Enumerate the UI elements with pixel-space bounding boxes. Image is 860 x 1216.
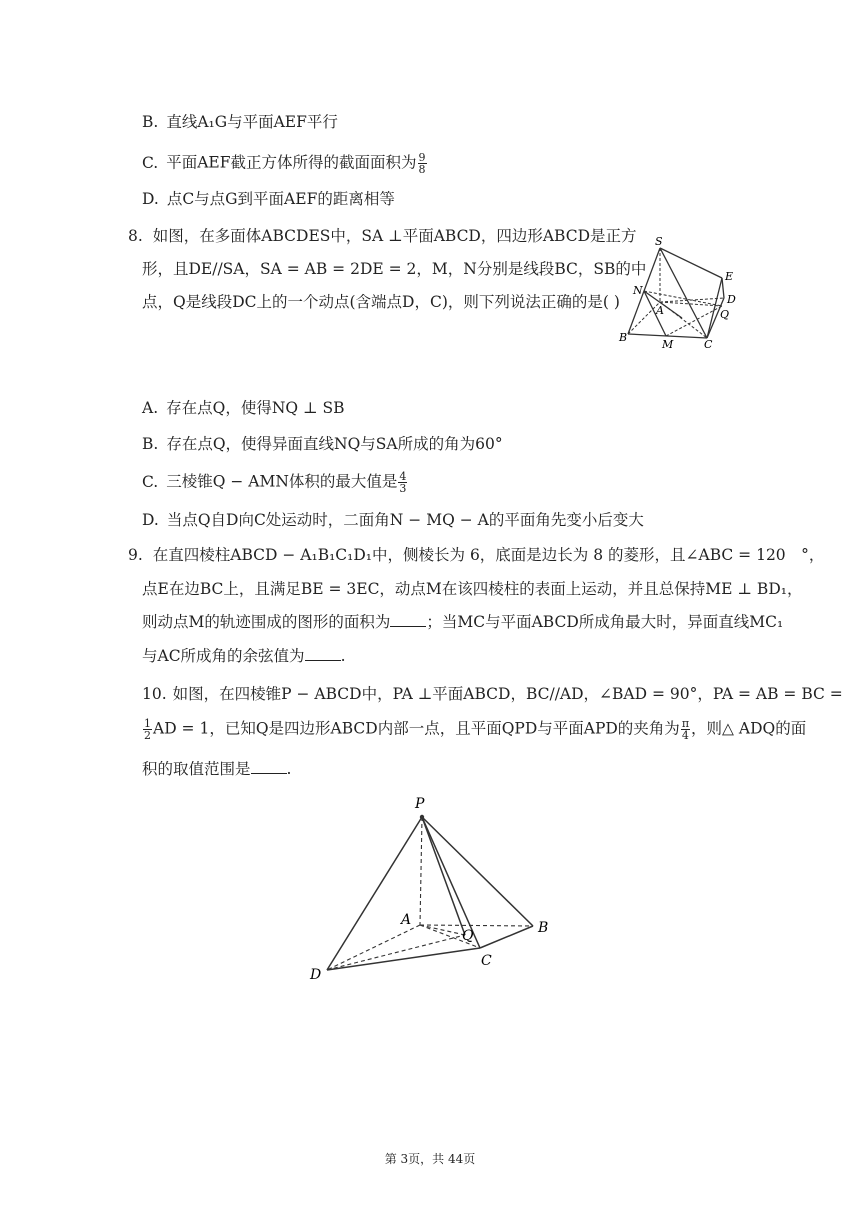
label-b: B <box>538 920 549 936</box>
label-q: Q <box>462 928 474 944</box>
page-footer: 第 3页，共 44页 <box>384 1152 476 1166</box>
fraction: $\frac{9}{8}$ <box>418 151 426 176</box>
fraction: $\frac{\pi}{4}$ <box>681 717 690 742</box>
label-a: A <box>656 304 664 317</box>
answer-blank <box>305 646 341 661</box>
q8-line2: 形，且DE//SA，SA = AB = 2DE = 2，M，N分别是线段BC，SB的中 <box>142 260 647 278</box>
label-d: D <box>310 967 322 983</box>
q9-line3: 则动点M的轨迹围成的图形的面积为 ；当MC与平面ABCD所成角最大时，异面直线MC₁ <box>142 613 784 631</box>
q7-option-b: B. 直线A₁G与平面AEF平行 <box>142 113 338 131</box>
q8-option-a: A. 存在点Q，使得NQ ⊥ SB <box>142 399 345 417</box>
q8-line3: 点，Q是线段DC上的一个动点(含端点D，C)，则下列说法正确的是( ) <box>142 293 620 311</box>
label-b: B <box>619 331 628 344</box>
q9-line2: 点E在边BC上，且满足BE = 3EC，动点M在该四棱柱的表面上运动，并且总保持ME ⊥ BD₁， <box>142 580 803 598</box>
q9-line1: 9. 在直四棱柱ABCD − A₁B₁C₁D₁中，侧棱长为 6，底面是边长为 8 的菱形，且∠ABC = 120 °， <box>128 546 825 564</box>
label-e: E <box>725 270 734 283</box>
label-p: P <box>415 796 425 812</box>
q10-line1: 10. 如图，在四棱锥P − ABCD中，PA ⊥平面ABCD，BC//AD，∠BAD = 90°，PA = AB = BC = <box>142 685 843 703</box>
fraction: $\frac{4}{3}$ <box>399 470 407 495</box>
label-q: Q <box>720 308 730 321</box>
answer-blank <box>251 759 287 774</box>
label-n: N <box>633 284 643 297</box>
label-c: C <box>704 338 713 350</box>
label-m: M <box>662 338 674 350</box>
answer-blank <box>390 612 426 627</box>
label-s: S <box>655 235 663 248</box>
q10-figure <box>300 790 560 990</box>
q9-line4: 与AC所成角的余弦值为 . <box>142 647 346 665</box>
q7-option-c: C. 平面AEF截正方体所得的截面面积为 $\frac{9}{8}$ <box>142 151 426 176</box>
label-a: A <box>401 912 412 928</box>
q8-line1: 8. 如图，在多面体ABCDES中，SA ⊥平面ABCD，四边形ABCD是正方 <box>128 227 637 245</box>
q8-option-c: C. 三棱锥Q − AMN体积的最大值是 $\frac{4}{3}$ <box>142 470 407 495</box>
label-c: C <box>481 953 492 969</box>
q8-figure <box>618 232 746 350</box>
q10-line3: 积的取值范围是 . <box>142 760 292 778</box>
fraction: $\frac{1}{2}$ <box>144 717 151 742</box>
q8-option-b: B. 存在点Q，使得异面直线NQ与SA所成的角为60° <box>142 435 503 453</box>
q8-option-d: D. 当点Q自D向C处运动时，二面角N − MQ − A的平面角先变小后变大 <box>142 511 644 529</box>
q7-option-d: D. 点C与点G到平面AEF的距离相等 <box>142 190 395 208</box>
q10-line2: $\frac{1}{2}$ AD = 1，已知Q是四边形ABCD内部一点，且平面QPD与平面APD的夹角为 $\frac{\pi}{4}$ ，则△ ADQ的面 <box>144 717 807 742</box>
label-d: D <box>727 293 736 306</box>
